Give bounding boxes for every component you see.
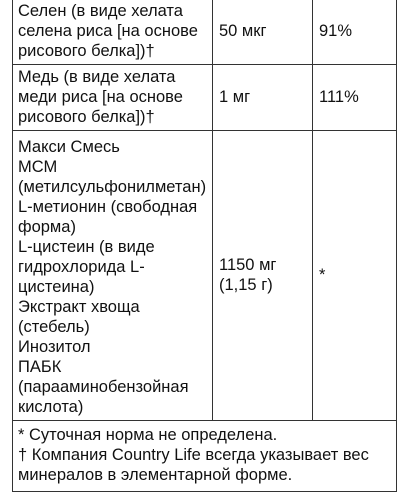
footnote-line: минералов в элементарной форме. xyxy=(18,466,293,484)
daily-value-cell xyxy=(313,0,397,65)
ingredient-name-line: (стебель) xyxy=(18,318,90,336)
ingredient-name-cell xyxy=(13,131,213,421)
ingredient-name-line: Экстракт хвоща xyxy=(18,298,140,316)
ingredient-name-cell xyxy=(13,65,213,131)
ingredient-name-cell xyxy=(13,0,213,65)
ingredient-name-line: селена риса [на основе xyxy=(18,22,198,40)
footnote-line: † Компания Country Life всегда указывает вес xyxy=(18,446,369,464)
amount-value: 1150 мг xyxy=(219,256,277,274)
daily-value: * xyxy=(319,266,326,284)
ingredient-name-line: ПАБК xyxy=(18,358,62,376)
ingredient-name-line: рисового белка])† xyxy=(18,42,155,60)
amount-value: 1 мг xyxy=(219,88,251,106)
ingredient-name-line: L-цистеин (в виде xyxy=(18,238,155,256)
ingredient-name-line: Инозитол xyxy=(18,338,91,356)
table-row xyxy=(13,65,397,131)
ingredient-name-line: кислота) xyxy=(18,398,84,416)
amount-cell xyxy=(213,65,313,131)
ingredient-name-line: меди риса [на основе xyxy=(18,88,183,106)
footnote-cell xyxy=(13,421,397,492)
ingredient-name-line: Селен (в виде хелата xyxy=(18,2,183,20)
ingredient-name-line: (метилсульфонилметан) xyxy=(18,178,207,196)
ingredient-name-line: Макси Смесь xyxy=(18,138,120,156)
amount-cell xyxy=(213,131,313,421)
amount-cell xyxy=(213,0,313,65)
footnote-row xyxy=(13,421,397,492)
ingredient-name-line: (парааминобензойная xyxy=(18,378,189,396)
ingredient-name-line: рисового белка])† xyxy=(18,108,155,126)
amount-value: 50 мкг xyxy=(219,22,267,40)
ingredient-name-line: форма) xyxy=(18,218,76,236)
ingredient-name-line: L-метионин (свободная xyxy=(18,198,198,216)
table-row xyxy=(13,0,397,65)
ingredient-name-line: МСМ xyxy=(18,158,58,176)
ingredient-name-line: гидрохлорида L- xyxy=(18,258,145,276)
ingredient-name-line: Медь (в виде хелата xyxy=(18,68,176,86)
daily-value: 111% xyxy=(319,88,359,106)
daily-value: 91% xyxy=(319,22,353,40)
daily-value-cell xyxy=(313,65,397,131)
footnote-line: * Суточная норма не определена. xyxy=(18,426,278,444)
table-row xyxy=(13,131,397,421)
ingredient-name-line: цистеина) xyxy=(18,278,95,296)
supplement-facts-table xyxy=(12,0,397,492)
amount-value: (1,15 г) xyxy=(219,276,273,294)
daily-value-cell xyxy=(313,131,397,421)
